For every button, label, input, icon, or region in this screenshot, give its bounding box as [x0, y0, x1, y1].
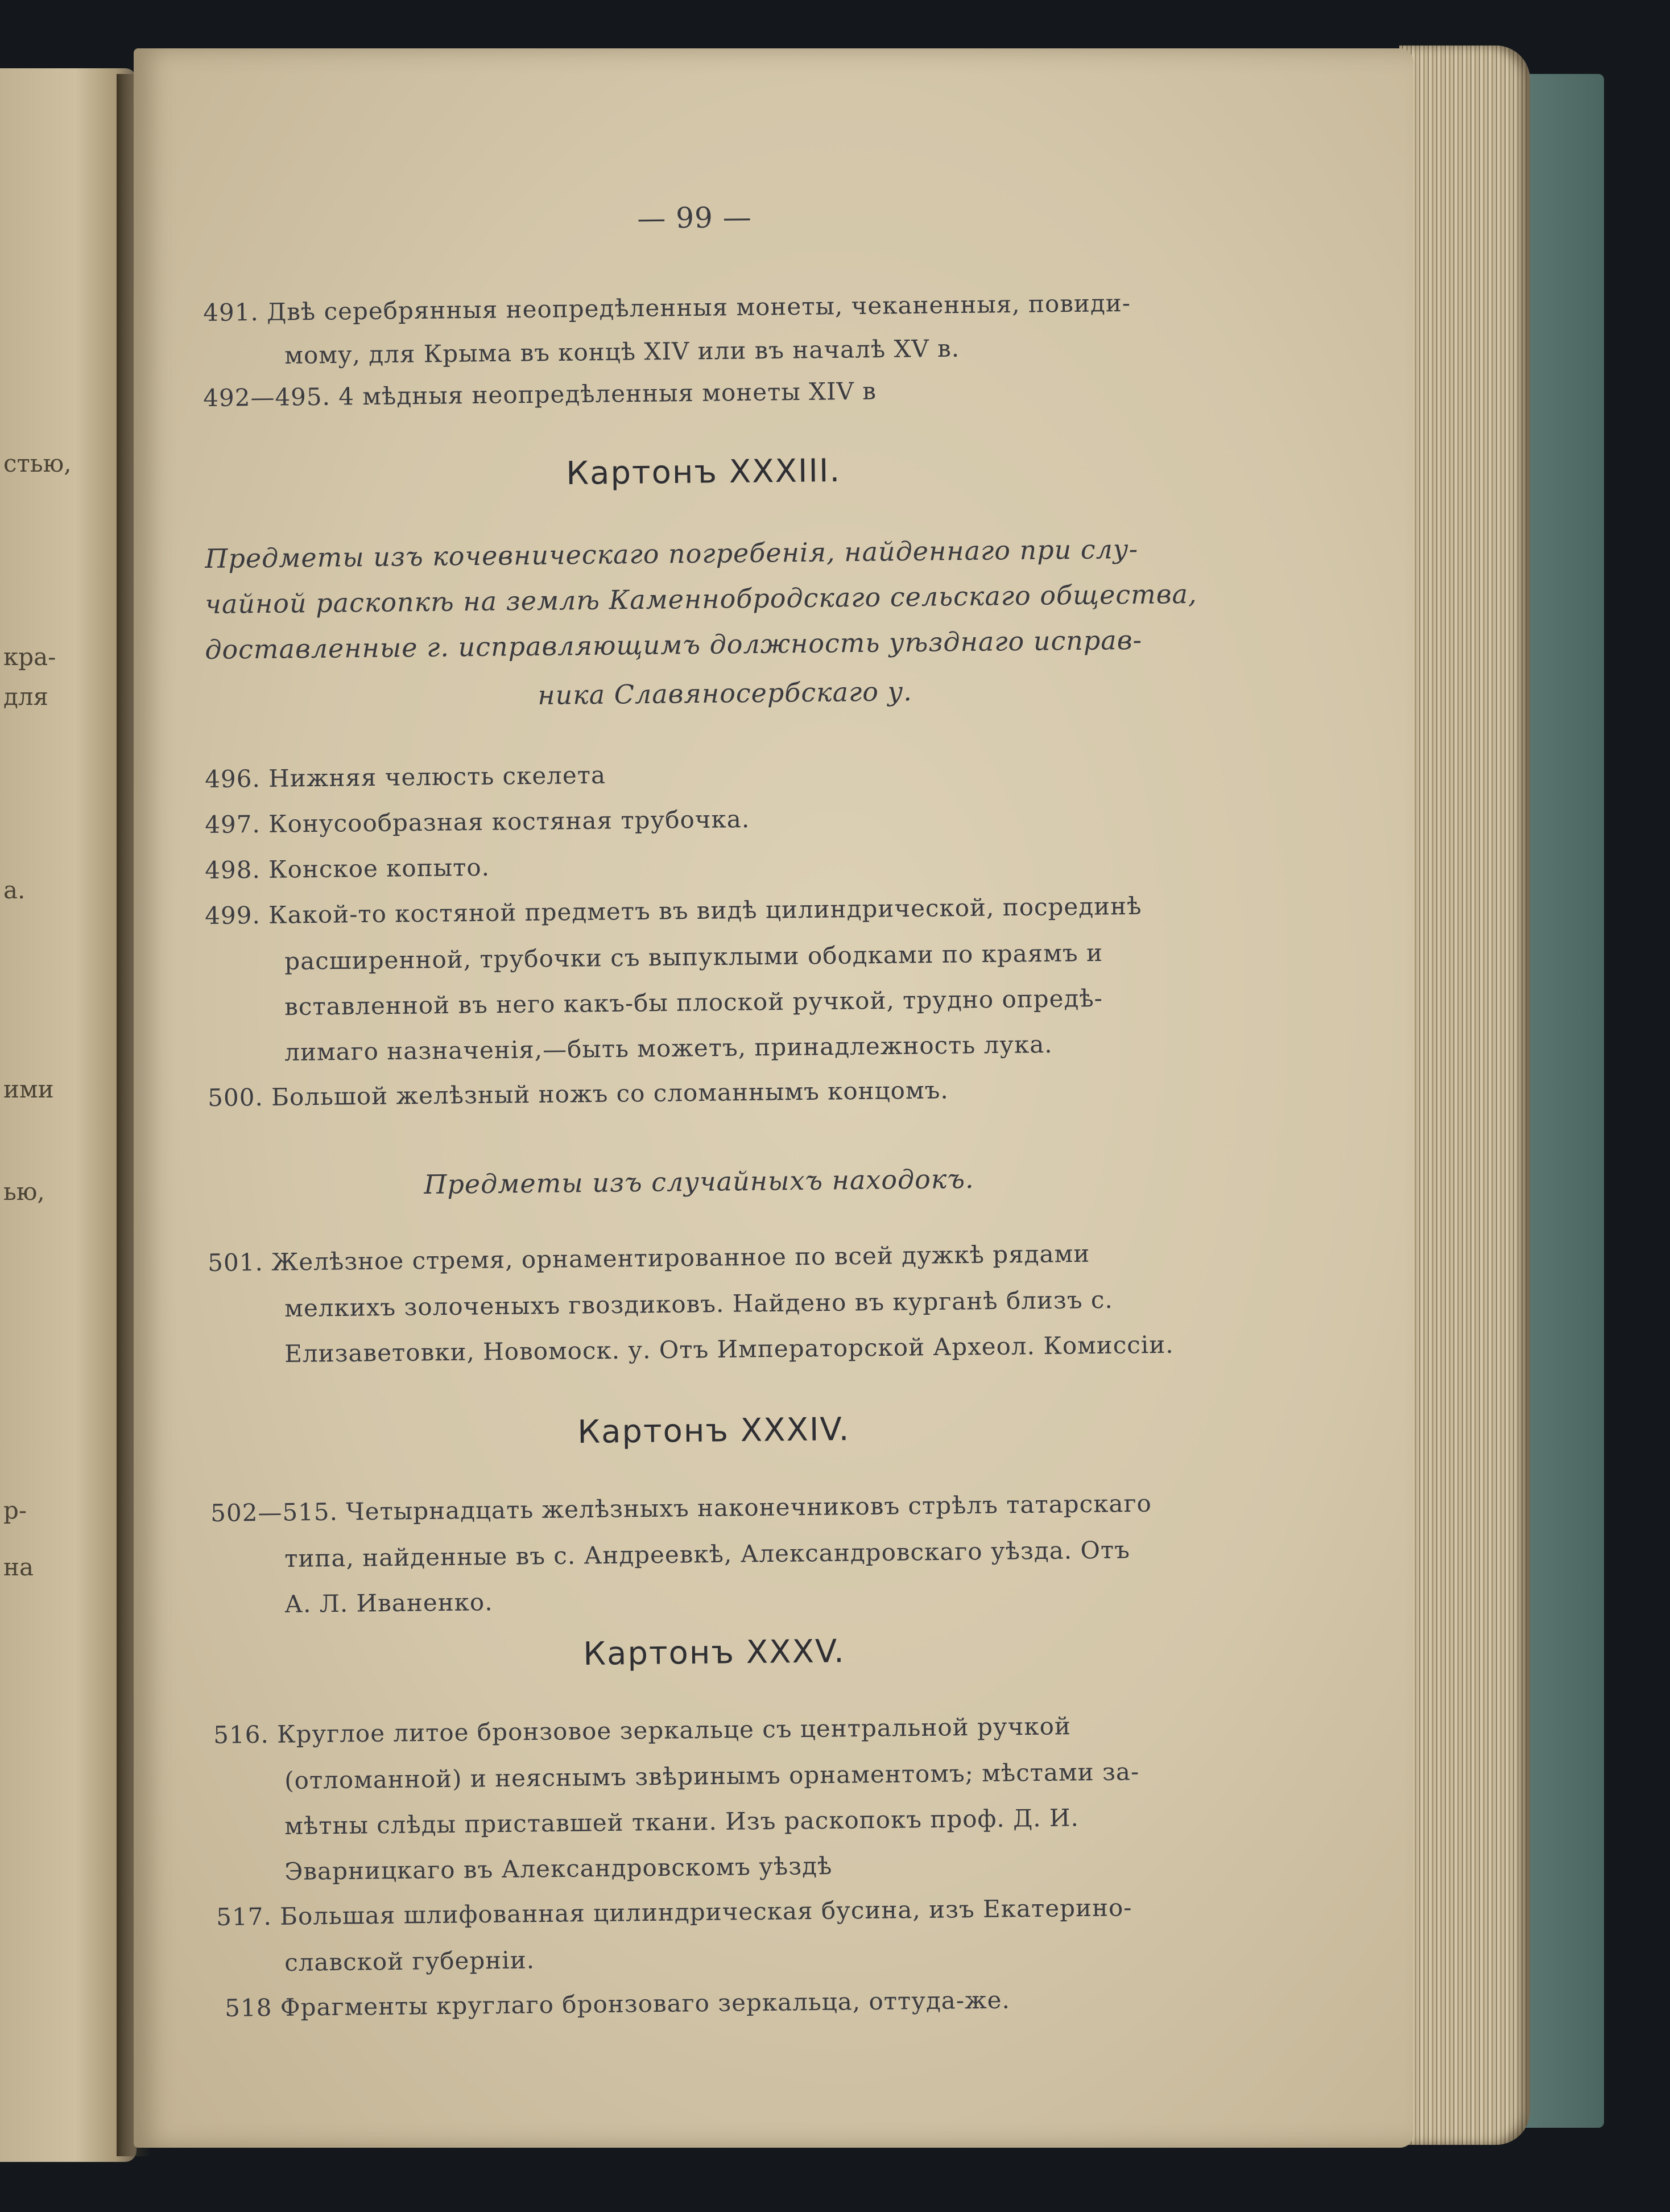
section-heading: Картонъ XXXIV. — [577, 1410, 850, 1451]
entry-line: 502—515. Четырнадцать желѣзныхъ наконечниковъ стрѣлъ татарскаго — [210, 1489, 1152, 1527]
entry-line: Елизаветовки, Новомоск. у. Отъ Императорской Археол. Комиссіи. — [284, 1330, 1174, 1368]
entry-line: мому, для Крыма въ концѣ XIV или въ началѣ XV в. — [284, 334, 960, 369]
left-page-fragment: р- — [3, 1496, 27, 1524]
entry-line: Эварницкаго въ Александровскомъ уѣздѣ — [284, 1851, 833, 1885]
entry-line: расширенной, трубочки съ выпуклыми ободками по краямъ и — [284, 938, 1103, 975]
entry-line: славской губерніи. — [284, 1946, 535, 1976]
section-heading: Картонъ XXXV. — [583, 1633, 846, 1673]
left-page — [0, 68, 137, 2162]
entry-line: 496. Нижняя челюсть скелета — [205, 761, 606, 793]
section-intro-line: доставленные г. исправляющимъ должность уѣзднаго исправ- — [205, 624, 1143, 665]
entry-line: А. Л. Иваненко. — [284, 1588, 493, 1618]
page-number: — 99 — — [637, 200, 753, 235]
left-page-fragment: на — [3, 1553, 34, 1581]
section-intro-line: Предметы изъ кочевническаго погребенія, найденнаго при слу- — [205, 533, 1139, 574]
entry-line: 491. Двѣ серебрянныя неопредѣленныя монеты, чеканенныя, повиди- — [203, 288, 1131, 327]
left-page-fragment: а. — [3, 876, 26, 904]
section-subheading: Предметы изъ случайныхъ находокъ. — [424, 1163, 974, 1200]
entry-line: лимаго назначенія,—быть можетъ, принадлежность лука. — [284, 1030, 1053, 1066]
entry-line: 500. Большой желѣзный ножъ со сломаннымъ концомъ. — [208, 1076, 949, 1112]
entry-line: 492—495. 4 мѣдныя неопредѣленныя монеты XIV в — [203, 377, 877, 412]
entry-line: типа, найденные въ с. Андреевкѣ, Александровскаго уѣзда. Отъ — [284, 1536, 1131, 1573]
page-edges — [1399, 46, 1530, 2145]
entry-line: мѣтны слѣды приставшей ткани. Изъ раскопокъ проф. Д. И. — [284, 1804, 1080, 1840]
entry-line: 499. Какой-то костяной предметъ въ видѣ цилиндрической, посрединѣ — [205, 892, 1142, 930]
right-page — [134, 48, 1413, 2148]
entry-line: (отломанной) и неяснымъ звѣринымъ орнаментомъ; мѣстами за- — [284, 1757, 1140, 1794]
left-page-fragment: для — [3, 683, 49, 711]
left-page-fragment: стью, — [3, 449, 72, 477]
section-heading: Картонъ XXXIII. — [566, 452, 841, 492]
entry-line: 501. Желѣзное стремя, орнаментированное по всей дужкѣ рядами — [208, 1239, 1090, 1277]
entry-line: 517. Большая шлифованная цилиндрическая бусина, изъ Екатерино- — [216, 1893, 1132, 1931]
entry-line: вставленной въ него какъ-бы плоской ручкой, трудно опредѣ- — [284, 984, 1103, 1021]
entry-line: 516. Круглое литое бронзовое зеркальце съ центральной ручкой — [213, 1712, 1072, 1749]
entry-line: 497. Конусообразная костяная трубочка. — [205, 804, 750, 839]
section-intro-line: чайной раскопкѣ на землѣ Каменнобродскаго сельскаго общества, — [205, 578, 1197, 620]
left-page-fragment: ими — [3, 1075, 54, 1103]
entry-line: 498. Конское копыто. — [205, 853, 490, 884]
left-page-fragment: ью, — [3, 1178, 45, 1206]
left-page-fragment: кра- — [3, 643, 56, 671]
entry-line: 518 Фрагменты круглаго бронзоваго зеркальца, оттуда-же. — [225, 1986, 1011, 2022]
section-intro-line: ника Славяносербскаго у. — [538, 676, 913, 711]
entry-line: мелкихъ золоченыхъ гвоздиковъ. Найдено въ курганѣ близъ с. — [284, 1285, 1114, 1322]
